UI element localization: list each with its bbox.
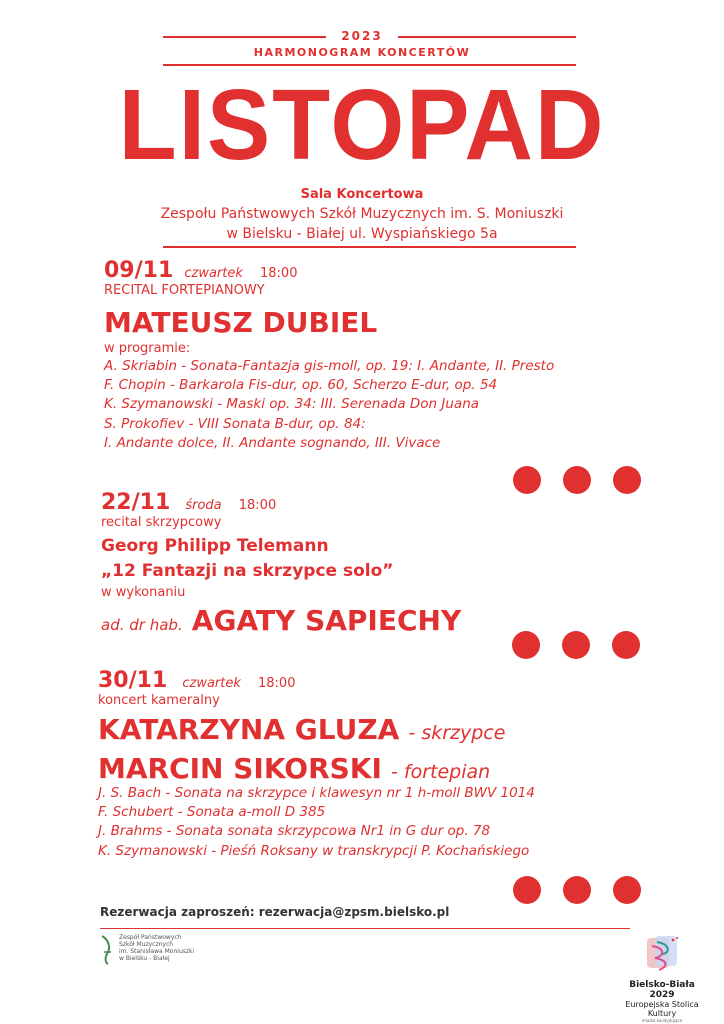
page-title: LISTOPAD [118,69,606,181]
decor-dot [513,876,541,904]
decor-dot [612,631,640,659]
reservation-text: Rezerwacja zaproszeń: rezerwacja@zpsm.bielsko.pl [100,905,450,919]
concert1-program-intro: w programie: [104,341,191,356]
logo-text-line: im. Stanisława Moniuszki [119,948,195,955]
program-item: A. Skriabin - Sonata-Fantazja gis-moll, op. 19: I. Andante, II. Presto [104,358,555,374]
concert2-composer: Georg Philipp Telemann [101,536,329,556]
concert3-performer2: MARCIN SIKORSKI [98,752,382,785]
concert3-instrument1: - skrzypce [408,722,506,744]
concert1-header [104,258,297,283]
concert3-performer1: KATARZYNA GLUZA [98,713,400,746]
program-item: J. Brahms - Sonata sonata skrzypcowa Nr1 in G dur op. 78 [98,823,491,840]
bb2029-logo-icon [637,928,687,978]
bb2029-subtitle: Europejska Stolica Kultury [625,1000,699,1018]
bb2029-tagline: miasto kandydujące [641,1018,683,1023]
venue-underline [163,246,576,248]
school-logo-text [119,934,194,962]
venue-line-1: Zespołu Państwowych Szkół Muzycznych im. S. Moniuszki [160,206,564,222]
concert2-type: recital skrzypcowy [101,515,222,530]
program-item: F. Schubert - Sonata a-moll D 385 [98,804,326,821]
bb2029-title: Bielsko-Biała 2029 [629,980,695,1000]
program-item: K. Szymanowski - Pieśń Roksany w transkrypcji P. Kochańskiego [98,842,530,859]
concert2-performed-by: w wykonaniu [101,585,186,600]
concert3-program [98,784,535,861]
concert2-header [101,490,276,515]
concert2-performer-line [101,604,461,637]
concert3-performer2-line [98,752,490,785]
concert1-date: 09/11 [104,258,174,283]
decor-dot [613,466,641,494]
decor-dot [563,466,591,494]
decor-dot [512,631,540,659]
decor-dot [513,466,541,494]
program-item: I. Andante dolce, II. Andante sognando, III. Vivace [104,434,441,451]
concert2-day: środa [185,498,222,513]
logo-text-line: w Bielsku - Białej [119,955,170,962]
logo-text-line: Zespół Państwowych [119,934,182,941]
page-subtitle: HARMONOGRAM KONCERTÓW [253,46,471,59]
concert3-type: koncert kameralny [98,693,220,708]
concert1-performer: MATEUSZ DUBIEL [104,306,378,339]
concert3-instrument2: - fortepian [391,761,491,783]
venue-title: Sala Koncertowa [300,187,424,202]
concert1-time: 18:00 [260,266,298,281]
concert3-header [98,668,295,693]
program-item: S. Prokofiev - VIII Sonata B-dur, op. 84: [104,415,366,432]
concert3-date: 30/11 [98,668,168,693]
concert1-type: RECITAL FORTEPIANOWY [104,283,265,298]
decor-dot [562,631,590,659]
logo-text-line: Szkół Muzycznych [119,941,174,948]
footer-line [100,928,630,929]
year-label: 2023 [341,29,383,43]
concert2-performer: AGATY SAPIECHY [191,604,462,637]
concert1-program [104,357,554,453]
concert2-date: 22/11 [101,490,171,515]
school-logo-icon [99,934,115,966]
school-logo [99,934,194,966]
program-item: K. Szymanowski - Maski op. 34: III. Serenada Don Juana [104,396,480,413]
header-line-under-subtitle [163,64,576,66]
decor-dot [563,876,591,904]
decor-dot [613,876,641,904]
concert3-day: czwartek [182,676,241,691]
concert2-work: „12 Fantazji na skrzypce solo” [101,561,394,581]
program-item: F. Chopin - Barkarola Fis-dur, op. 60, Scherzo E-dur, op. 54 [104,377,498,394]
bb2029-logo [617,928,707,1023]
program-item: J. S. Bach - Sonata na skrzypce i klawesyn nr 1 h-moll BWV 1014 [98,785,535,801]
concert3-time: 18:00 [258,676,296,691]
concert2-title-prefix: ad. dr hab. [101,616,183,634]
concert2-time: 18:00 [238,498,277,513]
concert3-performer1-line [98,713,505,746]
venue-line-2: w Bielsku - Białej ul. Wyspiańskiego 5a [226,226,498,242]
concert1-day: czwartek [184,266,243,281]
